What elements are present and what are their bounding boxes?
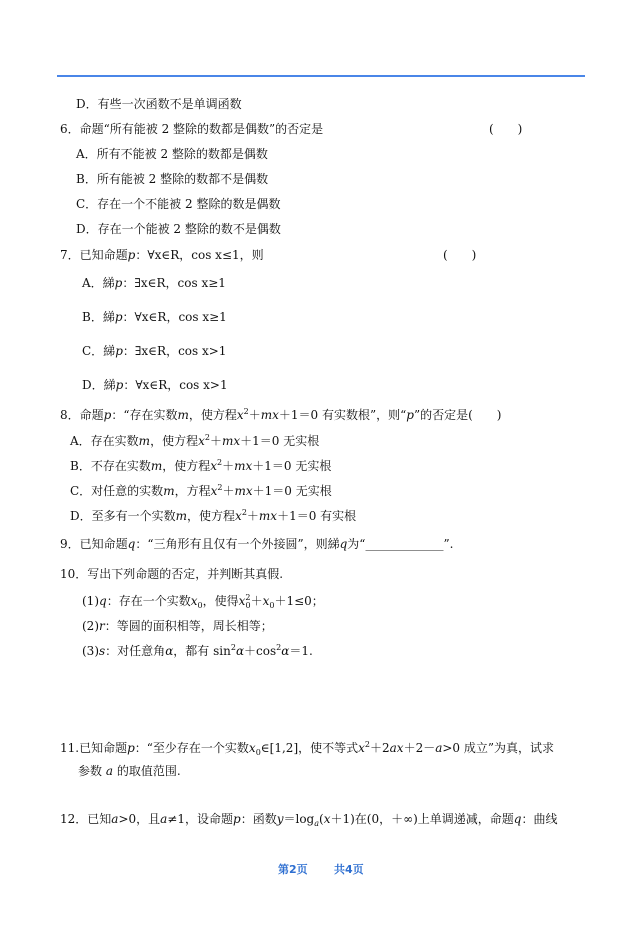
q12-stem: 12．已知a>0，且a≠1，设命题p：函数$y=\log_a(x+1)$在(0，＋∞)上单调递减，命题q：曲线: [60, 812, 558, 828]
q7-option-d: D．綈p：∀x∈R，cos x>1: [82, 378, 228, 392]
q10-sub-2: (2)r：等圆的面积相等，周长相等；: [82, 619, 273, 633]
q7-option-a: A．綈p：∃x∈R，cos x≥1: [82, 276, 226, 290]
q10-stem: 10．写出下列命题的否定，并判断其真假.: [60, 567, 284, 581]
q7-option-b: B．綈p：∀x∈R，cos x≥1: [82, 310, 227, 324]
q11-stem-line2: 参数 a 的取值范围.: [78, 764, 181, 778]
q5-option-d: D．有些一次函数不是单调函数: [76, 97, 242, 111]
q8-option-c: C．对任意的实数m，方程$x^2+mx+1=0$ 无实根: [70, 483, 332, 498]
q8-option-a: A．存在实数m，使方程$x^2+mx+1=0$ 无实根: [70, 433, 320, 448]
q10-sub-1: (1)q：存在一个实数$x_0$，使得$x^2_0+x_0+1\le 0$；: [82, 593, 324, 610]
q6-option-c: C．存在一个不能被 2 整除的数是偶数: [76, 197, 281, 211]
q8-option-d: D．至多有一个实数m，使方程$x^2+mx+1=0$ 有实根: [70, 508, 357, 523]
q6-option-d: D．存在一个能被 2 整除的数不是偶数: [76, 222, 281, 236]
q6-stem: 6．命题“所有能被 2 整除的数都是偶数”的否定是: [60, 122, 324, 136]
page-total: 共4页: [334, 863, 364, 876]
header-rule: [57, 75, 585, 77]
q6-option-a: A．所有不能被 2 整除的数都是偶数: [76, 147, 268, 161]
q6-answer-paren: ( ): [489, 122, 523, 136]
q8-stem: 8．命题p：“存在实数m，使方程$x^2+mx+1=0$ 有实数根”，则“p”的否定是( ): [60, 407, 502, 422]
q8-option-b: B．不存在实数m，使方程$x^2+mx+1=0$ 无实根: [70, 458, 332, 473]
q7-option-c: C．綈p：∃x∈R，cos x>1: [82, 344, 227, 358]
q9-stem: 9．已知命题q：“三角形有且仅有一个外接圆”，则綈q为“_____________”.: [60, 537, 454, 551]
q10-sub-3: (3)s：对任意角α，都有 $\sin^2\alpha+\cos^2\alpha=1$.: [82, 643, 313, 658]
page-number: 第2页: [278, 863, 308, 876]
q9-answer-blank: _____________: [365, 537, 444, 551]
q7-answer-paren: ( ): [443, 248, 477, 262]
q7-stem: 7．已知命题p：∀x∈R，cos x≤1，则: [60, 248, 264, 262]
q6-option-b: B．所有能被 2 整除的数都不是偶数: [76, 172, 269, 186]
q11-stem: 11.已知命题p：“至少存在一个实数$x_0\in[1,2]$，使不等式$x^2+2ax+2-a>0$ 成立”为真，试求: [60, 740, 555, 757]
